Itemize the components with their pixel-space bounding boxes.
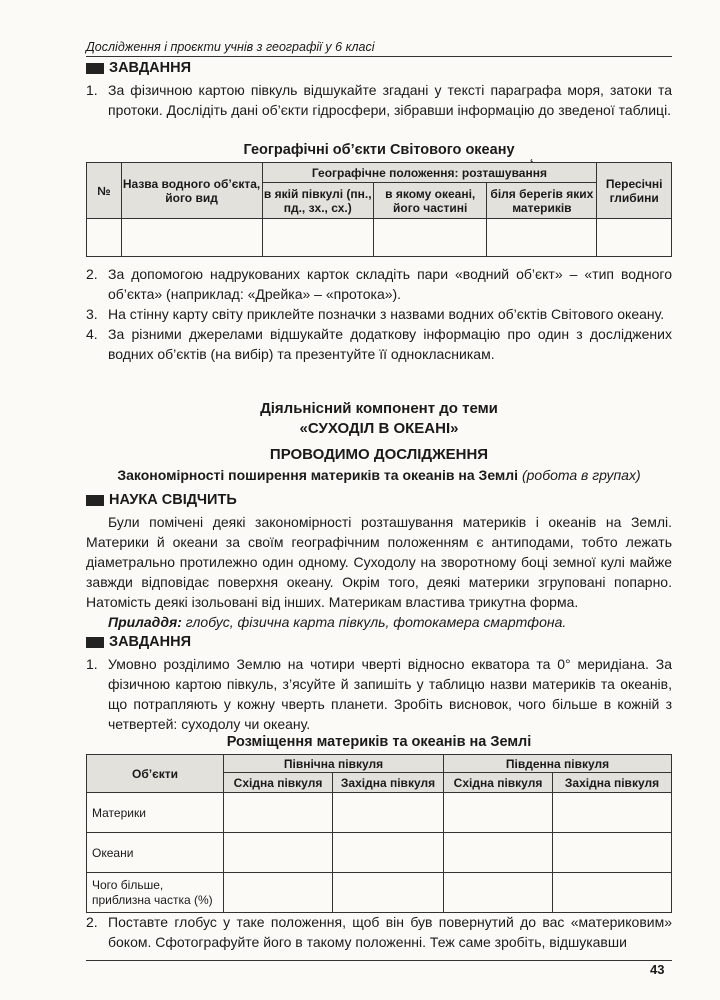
table-row [87,833,672,873]
table-cell[interactable] [333,833,444,873]
stray-mark: ˛ [530,146,535,162]
section-marker-icon [86,637,104,648]
table1-title: Географічні об’єкти Світового океану [243,142,515,158]
item-number: 3. [86,306,98,322]
col-ocean: в якому океані, його частині [373,183,486,219]
task2-item1 [86,654,672,734]
item-number: 2. [86,914,98,930]
table-cell[interactable] [224,833,333,873]
tools-text: глобус, фізична карта півкуль, фотокамера смартфона. [185,614,567,630]
page-number: 43 [650,962,665,977]
table-cell[interactable] [444,873,553,913]
science-text: Були помічені деякі закономірності розташування материків і океанів на Землі. Материки й океани за своїм географічним положенням є антиподами, тобто лежать діаметрально протилежно один одному. Суходолу на зворотному боці земної кулі майже завжди відповідає поверхня океану. Окрім того, деякі материки згруповані попарно. Натомість деякі ізольовані від інших. Материкам властива трикутна форма. [86,514,672,610]
task-heading-2 [86,634,191,650]
col-position: Географічне положення: розташування [262,163,597,183]
task2-item2 [86,912,672,952]
col-south: Південна півкуля [444,755,672,773]
col-name: Назва водного об’єкта, його вид [121,163,262,219]
table-cell[interactable] [224,873,333,913]
task-label: ЗАВДАННЯ [109,60,192,76]
col-depths: Пересічні глибини [597,163,672,219]
task1-items-list [86,264,672,364]
col-west-south: Західна півкуля [553,773,672,793]
table-cell[interactable] [597,219,672,257]
item-text: За фізичною картою півкуль відшукайте згадані у тексті параграфа моря, затоки та протоки. Дослідіть дані об’єкти гідросфери, зібравши інформацію до зведеної таблиці. [108,82,672,118]
research-subtitle [86,467,672,483]
item-text: На стінну карту світу приклейте позначки з назвами водних об’єктів Світового океану. [108,306,665,322]
table-cell[interactable] [224,793,333,833]
table-ocean-objects [86,162,672,257]
item-text: За різними джерелами відшукайте додаткову інформацію про один з досліджених водних об’єктів (на вибір) та презентуйте її однокласникам. [108,326,672,362]
section-marker-icon [86,495,104,506]
col-west-north: Західна півкуля [333,773,444,793]
science-heading [86,492,237,508]
col-hemisphere: в якій півкулі (пн., пд., зх., сх.) [262,183,373,219]
item-text: Поставте глобус у таке положення, щоб він був повернутий до вас «материковим» боком. Сфотографуйте його в такому положенні. Теж саме зробіть, відшукавши [108,914,672,950]
col-east-north: Східна півкуля [224,773,333,793]
footer-rule [86,960,672,961]
table-continents-oceans [86,754,672,913]
task-label: ЗАВДАННЯ [109,634,192,650]
table-cell[interactable] [87,219,122,257]
research-title: ПРОВОДИМО ДОСЛІДЖЕННЯ [269,446,489,463]
table-cell[interactable] [333,793,444,833]
subtitle-note: (робота в групах) [521,467,641,483]
table2-title: Розміщення материків та океанів на Землі [226,734,532,750]
table-cell[interactable] [373,219,486,257]
row-label: Океани [87,833,224,873]
col-coasts: біля берегів яких материків [487,183,597,219]
row-label: Чого більше, приблизна частка (%) [87,873,224,913]
table-cell[interactable] [487,219,597,257]
table-cell[interactable] [553,873,672,913]
item-number: 4. [86,326,98,342]
table-cell[interactable] [553,833,672,873]
item-text: За допомогою надрукованих карток складіть пари «водний об’єкт» – «тип водного об’єкта» (наприклад: «Дрейка» – «протока»). [108,266,672,302]
item-number: 1. [86,82,98,98]
col-no: № [87,163,122,219]
table-cell[interactable] [121,219,262,257]
running-header: Дослідження і проєкти учнів з географії у 6 класі [86,40,672,57]
table-row [87,793,672,833]
subtitle-text: Закономірності поширення материків та океанів на Землі [117,467,519,483]
item-text: Умовно розділимо Землю на чотири чверті відносно екватора та 0° меридіана. За фізичною картою півкуль, з’ясуйте й запишіть у таблицю назви материків та океанів, що потрапляють у кожну чверть планети. Зробіть висновок, чого більше в кожній з четвертей: суходолу чи океану. [108,656,672,732]
section-marker-icon [86,63,104,74]
table-cell[interactable] [444,833,553,873]
col-north: Північна півкуля [224,755,444,773]
item-number: 2. [86,266,98,282]
component-topic: «СУХОДІЛ В ОКЕАНІ» [299,420,459,437]
table-row [87,873,672,913]
col-objects: Об’єкти [87,755,224,793]
table-cell[interactable] [262,219,373,257]
table-cell[interactable] [444,793,553,833]
science-label: НАУКА СВІДЧИТЬ [109,492,237,508]
table-row [87,219,672,257]
component-line1: Діяльнісний компонент до теми [260,400,498,417]
task-heading-1 [86,60,191,76]
col-east-south: Східна півкуля [444,773,553,793]
table-cell[interactable] [553,793,672,833]
tools-label: Приладдя: [108,614,182,630]
row-label: Материки [87,793,224,833]
item-number: 1. [86,656,98,672]
table-cell[interactable] [333,873,444,913]
tools-line [86,612,672,632]
task1-item1 [86,80,672,120]
